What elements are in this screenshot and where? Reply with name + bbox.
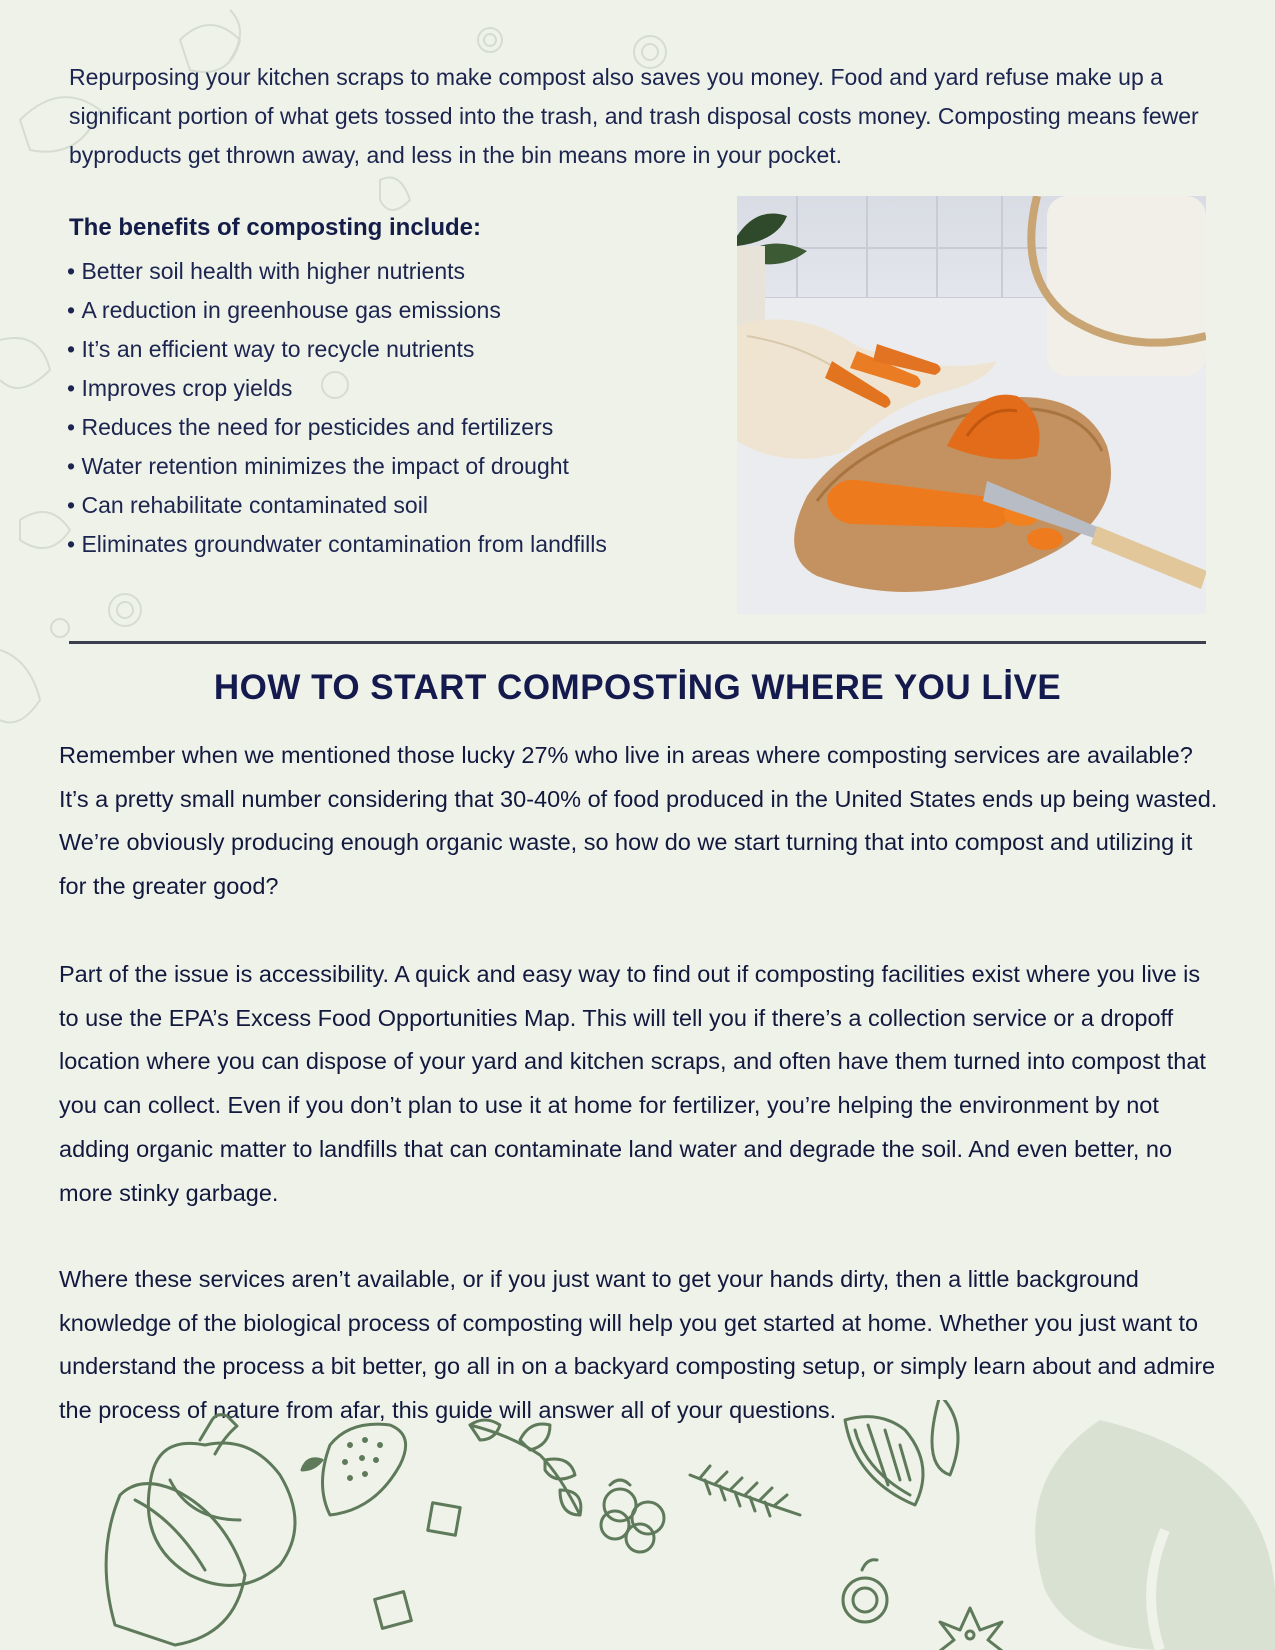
benefit-item: • Water retention minimizes the impact of drought <box>67 447 607 486</box>
section-heading: HOW TO START COMPOSTİNG WHERE YOU LİVE <box>213 668 1062 707</box>
benefit-item: • Eliminates groundwater contamination from landfills <box>67 525 607 564</box>
leaf-logo-icon <box>1035 1420 1275 1650</box>
benefit-item: • Reduces the need for pesticides and fertilizers <box>67 408 607 447</box>
benefit-item: • A reduction in greenhouse gas emissions <box>67 291 607 330</box>
body-paragraph: Remember when we mentioned those lucky 27% who live in areas where composting services are available? It’s a pretty small number considering that 30-40% of food produced in the United States ends up being wasted. We’re obviously producing enough organic waste, so how do we start turning that into compost and utilizing it for the greater good? <box>59 742 1218 900</box>
body-paragraph: Part of the issue is accessibility. A quick and easy way to find out if composting facilities exist where you live is to use the EPA’s Excess Food Opportunities Map. This will tell you if there’s a collection service or a dropoff location where you can dispose of your yard and kitchen scraps, and often have them turned into compost that you can collect. Even if you don’t plan to use it at home for fertilizer, you’re helping the environment by not adding organic matter to landfills that can contaminate land water and degrade the soil. And even better, no more stinky garbage. <box>59 961 1206 1206</box>
benefit-item: • Improves crop yields <box>67 369 607 408</box>
benefits-title: The benefits of composting include: <box>69 214 482 241</box>
strawberry-icon <box>302 1424 406 1515</box>
body-paragraph: Where these services aren’t available, or if you just want to get your hands dirty, then a little background knowledge of the biological process of composting will help you get started at home. Whether you just want to understand the process a bit better, go all in on a backyard composting setup, or simply learn about and admire the process of nature from afar, this guide will answer all of your questions. <box>59 1266 1216 1424</box>
bottom-food-illustrations <box>0 1400 1275 1650</box>
star-anise-icon <box>936 1608 1006 1650</box>
pepper-half-icon <box>106 1484 245 1645</box>
section-divider <box>69 641 1206 644</box>
benefit-item: • Better soil health with higher nutrients <box>67 252 607 291</box>
rosemary-icon <box>690 1466 800 1516</box>
benefit-item: • Can rehabilitate contaminated soil <box>67 486 607 525</box>
benefit-item: • It’s an efficient way to recycle nutrients <box>67 330 607 369</box>
benefits-list <box>67 252 607 564</box>
carrots-cutting-board-photo <box>737 196 1206 614</box>
pepper-icon <box>148 1415 295 1586</box>
tomato-icon <box>843 1560 887 1622</box>
intro-paragraph: Repurposing your kitchen scraps to make compost also saves you money. Food and yard refuse make up a significant portion of what gets tossed into the trash, and trash disposal costs money. Composting means fewer byproducts get thrown away, and less in the bin means more in your pocket. <box>69 64 1199 168</box>
berries-icon <box>601 1480 664 1552</box>
parsley-icon <box>470 1420 581 1515</box>
